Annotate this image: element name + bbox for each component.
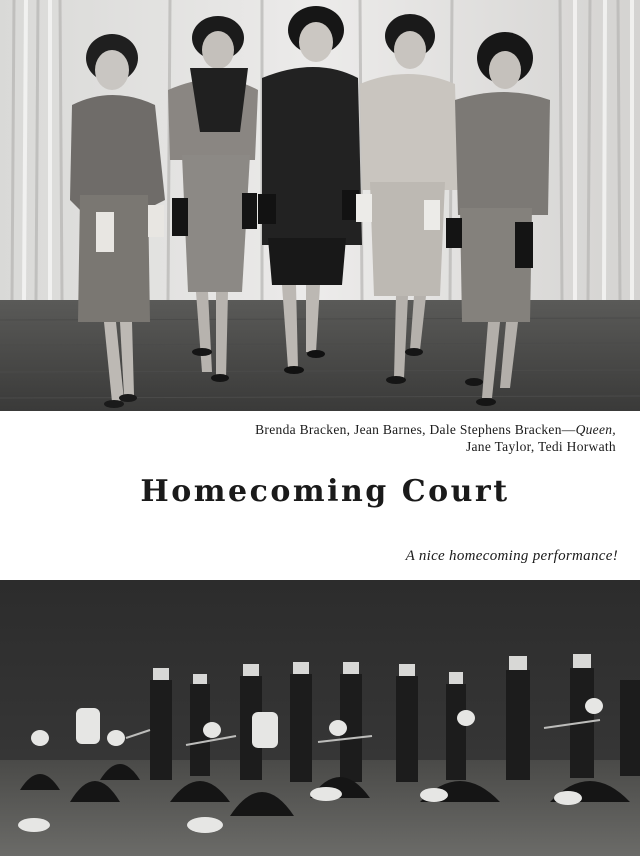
caption-line-2: Jane Taylor, Tedi Horwath (465, 439, 616, 454)
marching-band-photo (0, 580, 640, 856)
caption-line-1 (150, 421, 616, 438)
page-title: Homecoming Court (140, 474, 510, 509)
homecoming-court-photo (0, 0, 640, 411)
caption-names-part-1: Brenda Bracken, Jean Barnes, Dale Stephens Bracken— (255, 422, 576, 437)
band-photo-caption: A nice homecoming performance! (405, 548, 618, 564)
queen-label: Queen, (575, 422, 616, 437)
court-names-caption (150, 421, 616, 455)
